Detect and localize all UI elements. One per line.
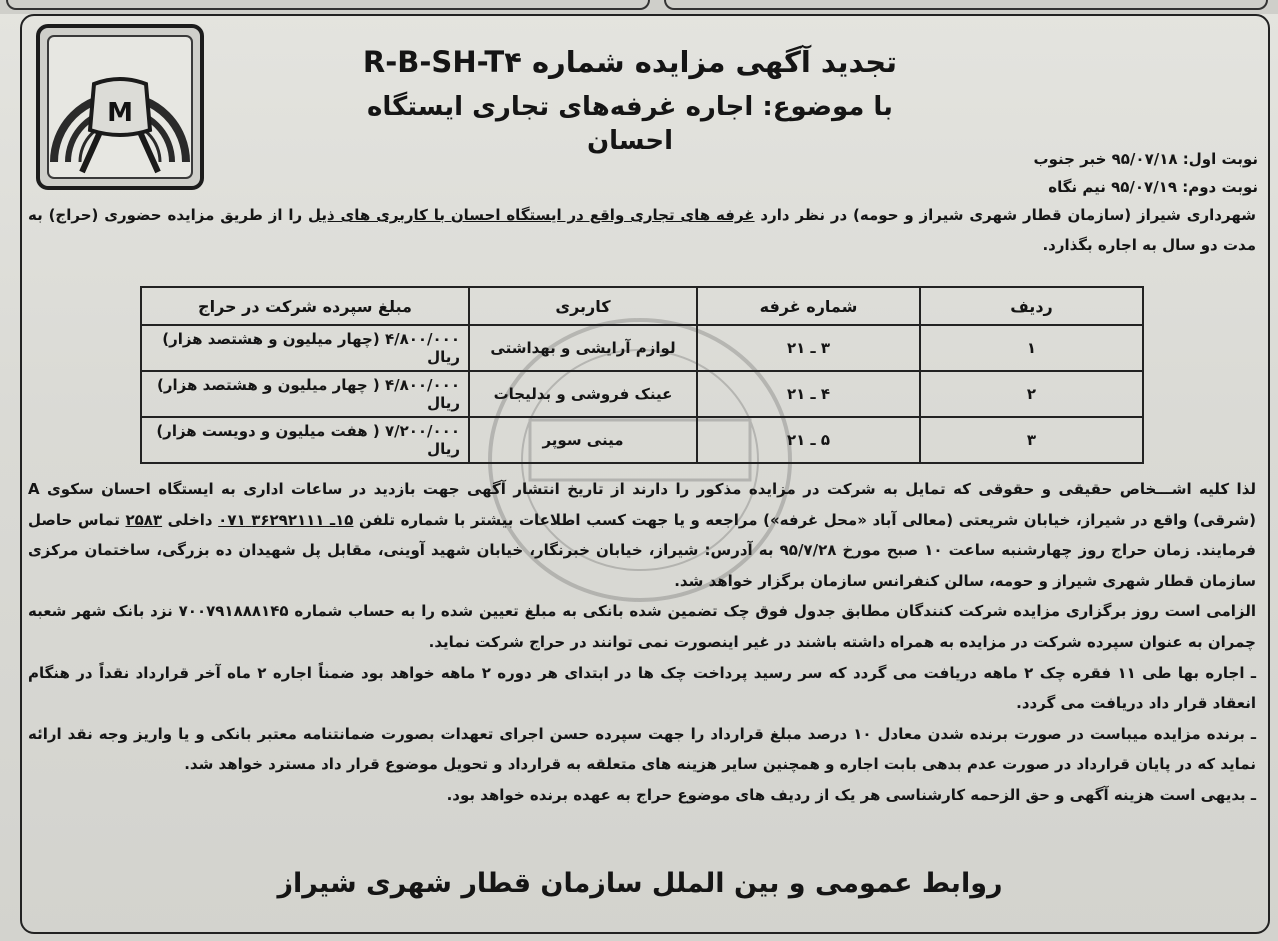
header-row-number: ردیف — [920, 287, 1143, 325]
booths-table — [140, 286, 1144, 464]
table-row — [141, 325, 1143, 371]
cell-usage: لوازم آرایشی و بهداشتی — [469, 325, 697, 371]
metro-logo-icon — [34, 22, 206, 192]
header-booth-number: شماره غرفه — [697, 287, 920, 325]
phone-extension: ۲۵۸۳ — [125, 510, 163, 529]
table-row — [141, 371, 1143, 417]
top-strip — [0, 0, 1278, 14]
ad-signature: روابط عمومی و بین الملل سازمان قطار شهری شیراز — [277, 868, 1003, 899]
ad-subtitle: با موضوع: اجاره غرفه‌های تجاری ایستگاه احسان — [367, 92, 893, 156]
cell-row-number: ۱ — [920, 325, 1143, 371]
cell-booth-number: ۵ ـ ۲۱ — [697, 417, 920, 463]
cell-row-number: ۳ — [920, 417, 1143, 463]
paragraph-1-text-c: تماس حاصل فرمایند. زمان حراج روز چهارشنبه ساعت ۱۰ صبح مورخ ۹۵/۷/۲۸ به آدرس: شیراز، خیابان خبرنگار، خیابان شهید آوینی، مقابل پل شهیدان ده بزرگی، ساختمان مرکزی سازمان قطار شهری شیراز و حومه، سالن کنفرانس سازمان برگزار خواهد شد. — [28, 510, 1256, 590]
adjacent-ad-border-left — [6, 0, 650, 10]
paragraph-deposit: الزامی است روز برگزاری مزایده شرکت کنندگان مطابق جدول فوق چک تضمین شده بانکی به مبلغ تعیین شده را به حساب شماره ۷۰۰۷۹۱۸۸۸۱۴۵ نزد بانک شهر شعبه چمران به عنوان سپرده شرکت در مزایده به همراه داشته باشند در غیر اینصورت نمی توانند در حراج شرکت نماید. — [28, 602, 1256, 651]
cell-usage: عینک فروشی و بدلیجات — [469, 371, 697, 417]
paragraph-1-text-a: لذا کلیه اشـــخاص حقیقی و حقوقی که تمایل به شرکت در مزایده مذکور را دارند از تاریخ انتشار آگهی جهت بازدید در ساعات اداری به ایستگاه احسان سکوی A (شرقی) واقع در شیراز، خیابان شریعتی (معالی آباد «محل غرفه») مراجعه و یا جهت کسب اطلاعات بیشتر با شماره تلفن — [28, 480, 1256, 529]
intro-paragraph — [28, 200, 1256, 260]
paragraph-rent-checks: ـ اجاره بها طی ۱۱ فقره چک ۲ ماهه دریافت می گردد که سر رسید پرداخت چک ها در ابتدای هر دوره ۲ ماهه خواهد بود ضمناً اجاره ۲ ماه آخر قرارداد نقداً در هنگام انعقاد قرار داد دریافت می گردد. — [28, 663, 1256, 713]
cell-row-number: ۲ — [920, 371, 1143, 417]
ad-title: تجدید آگهی مزایده شماره R-B-SH-T۴ — [362, 45, 898, 79]
intro-text-3: را از طریق مزایده حضوری (حراج) به مدت دو سال به اجاره بگذارد. — [28, 206, 1256, 254]
table-header-row — [141, 287, 1143, 325]
header-deposit: مبلغ سپرده شرکت در حراج — [141, 287, 469, 325]
table-row — [141, 417, 1143, 463]
adjacent-ad-border-right — [664, 0, 1268, 10]
paragraph-guarantee: ـ برنده مزایده میباست در صورت برنده شدن معادل ۱۰ درصد مبلغ قرارداد را جهت سپرده حسن اجرای تعهدات بصورت ضمانتنامه معتبر بانکی و یا واریز وجه نقد ارائه نماید که در پایان قرارداد در صورت عدم بدهی بابت اجاره و همچنین سایر هزینه های متعلقه به قرارداد و تحویل موضوع قرار داد مسترد خواهد شد. — [28, 724, 1256, 774]
header-usage: کاربری — [469, 287, 697, 325]
paragraph-conditions — [28, 474, 1256, 596]
paragraph-costs: ـ بدیهی است هزینه آگهی و حق الزحمه کارشناسی هر یک از ردیف های موضوع حراج به عهده برنده خواهد بود. — [446, 785, 1256, 804]
cell-deposit: ۷/۲۰۰/۰۰۰ ( هفت میلیون و دویست هزار) ریال — [141, 417, 469, 463]
logo-letter: M — [107, 98, 133, 128]
cell-booth-number: ۳ ـ ۲۱ — [697, 325, 920, 371]
cell-booth-number: ۴ ـ ۲۱ — [697, 371, 920, 417]
phone-number: ۱۵ـ ۳۶۲۹۲۱۱۱ ۰۷۱ — [218, 510, 354, 529]
ad-body — [28, 474, 1256, 811]
first-publication: نوبت اول: ۹۵/۰۷/۱۸ خبر جنوب — [1033, 150, 1258, 168]
cell-deposit: ۴/۸۰۰/۰۰۰ ( چهار میلیون و هشتصد هزار) ریال — [141, 371, 469, 417]
cell-usage: مینی سوپر — [469, 417, 697, 463]
intro-text-underlined: غرفه های تجاری واقع در ایستگاه احسان با کاربری های ذیل — [307, 206, 755, 224]
second-publication: نوبت دوم: ۹۵/۰۷/۱۹ نیم نگاه — [1048, 178, 1258, 196]
paragraph-1-text-b: داخلی — [162, 510, 219, 529]
cell-deposit: ۴/۸۰۰/۰۰۰ (چهار میلیون و هشتصد هزار) ریال — [141, 325, 469, 371]
intro-text-1: شهرداری شیراز (سازمان قطار شهری شیراز و حومه) در نظر دارد — [754, 206, 1256, 224]
